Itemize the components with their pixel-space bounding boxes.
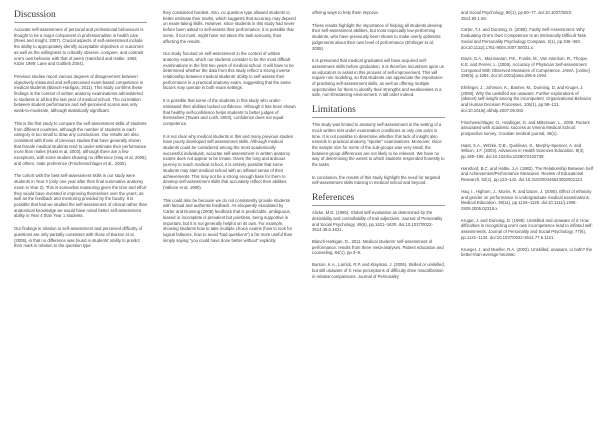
column-1 — [14, 10, 147, 418]
body-paragraph: Our findings in relation to self-assessment and perceived difficulty of questions are only partially consistent with those of Burson et al. (2006), in that no difference was found in students’ ability to predict their mark in relation to the question type — [14, 226, 143, 249]
body-paragraph: It is not clear why medical students in this and many previous studies have poorly developed self-assessment skills. Although medical students could be considered among the most academically successful individuals, accurate self-assessment in written anatomy exams does not appear to be innate. Given the long and arduous journey to reach medical school, it is entirely possible that some students may start medical school with an inflated sense of their achievements. This may not be a strong enough base for them to develop self-assessment skills that accurately reflect their abilities (Vallone et al, 1990). — [163, 133, 293, 190]
reference-entry: Kruger, J. and Dunning, D. (1999). Unskilled and unaware of it: How difficulties in recognizing one’s own incompetence lead to inflated self-assessments. Journal of Personality and Social Psychology, 77(6), pp.1121–1134. doi:10.1037/0022-3514.77.6.1121. — [461, 217, 593, 240]
reference-entry: Frischenschlager, O., Haidinger, G. and Mitterauer, L., 2005. Factors associated with academic success at Vienna Medical School: prospective survey. Croatian medical journal, 46(1). — [461, 119, 590, 136]
reference-entry: Haq, I., Higham, J., Morris, R. and Dacre, J. (2005). Effect of ethnicity and gender on performance in undergraduate medical examinations. Medical Education, 39(11), pp.1126–1128. doi:10.1111/j.1365-2929.2005.02319.x. — [461, 188, 592, 211]
reference-entry: Alicke, M.D. (1985). Global self-evaluation as determined by the desirability and controllability of trait adjectives. Journal of Personality and Social Psychology, 49(6), pp.1621–1630. doi:10.1037/0022-3514.49.6.1621. — [312, 210, 443, 233]
column-2 — [163, 10, 296, 418]
body-paragraph: This is the first study to compare the self-assessment skills of students from different countries, although the number of students in each category is too small to draw any conclusions. Our results are also consistent with those of previous studies that have generally shown that female medical students tend to under-estimate their performance more than males (Haist et al, 2003), although there are a few exceptions, with some studies showing no difference (Haq et al, 2005), and others, male preference (Frischenschlager et al., 2005). — [14, 120, 147, 166]
column-4 — [461, 10, 594, 418]
body-paragraph: It is presumed that medical graduates will have acquired self-assessment skills before graduation. It is therefore incumbent upon us as educators to assist in this process of self-improvement. This will require role modeling, so that students can appreciate the importance of practising self-assessment skills, as well as offering multiple opportunities for them to identify their strengths and weaknesses in a safe, non-threatening environment. A tall order indeed. — [312, 58, 444, 98]
reference-entry: Blanch-Hartigan, D., 2011. Medical students’ self-assessment of performance: results from three meta-analyses. Patient education and counseling, 84(1), pp.3–9. — [312, 238, 444, 256]
reference-entry: Davis, D.A., Mazmanian, P.E., Fordis, M., Van Harrison, R., Thorpe, K.E. and Perrier, L. (2006). Accuracy of Physician Self-assessment Compared With Observed Measures of Competence. JAMA, [online] 296(9), p.1094. doi:10.1001/jama.296.9.1094. — [461, 56, 590, 79]
reference-entry: Ehrlinger, J., Johnson, K., Banner, M., Dunning, D. and Kruger, J. (2008). Why the unskilled are unaware: Further explorations of (absent) self-insight among the incompetent. Organizational Behavior and Human Decision Processes, 105(1), pp.98–121. doi:10.1016/j.obhdp.2007.05.002. — [461, 85, 592, 113]
body-paragraph: The cohort with the best self-assessment skills in our study were students in Year 3 (only one year after their final summative anatomy exam in Year 2). This is somewhat reassuring given the time and effort they would have invested in improving themselves over the years, as well as the feedback and mentoring provided by the faculty. It is possible that had we studied the self-assessment of clinical rather than anatomical knowledge we would have noted better self-assessment ability in Year 4 than Year 1 students. — [14, 173, 147, 219]
body-paragraph: they considered hardest. Also, no question type allowed students to better estimate their marks, which suggests that accuracy may depend on exam-taking skills. However, since students in this study had never before been asked to self-assess their performance, it is possible that some, if not most, might have not taken the task seriously, thus affecting the results. — [163, 10, 296, 44]
reference-entry: Hansford, B.C. and Hattie, J.A. (1982). The Relationship Between Self and Achievement/Performance Measures. Review of Educational Research, 52(1), pp.123–142. doi:10.3102/00346543052001123. — [461, 165, 593, 183]
text-columns — [14, 10, 593, 418]
section-heading-references: References — [312, 193, 445, 206]
body-paragraph: In conclusion, the results of this study highlight the need for targeted self-assessment skills training in medical school and beyond. — [312, 174, 441, 186]
body-paragraph: offering ways to help them improve. — [312, 10, 380, 15]
body-paragraph: Accurate self-assessment of personal and professional behaviours is thought to be a major component in professionalism in health care (Rees and Knight, 2007). Crucial aspects of self-assessment include the ability to appropriately identify acceptable objectives or outcomes as well as the willingness to critically observe, compare, and contrast one’s own behavior with that of peers (Hansford and Hattie, 1982; Kitzie 1989; Lane and Gottlieb 2004). — [14, 27, 144, 67]
reference-entry: Haist, S.A., Witzke, D.B., Quinlivan, S., Murphy-Spencer, A. and Wilson, J.F. (2003). Advances in Health Sciences Education, 8(3), pp.189–199. doi:10.1023/a:1026072102739. — [461, 142, 585, 160]
body-paragraph: It is possible that some of the students in this study who under-estimated their abilities lacked confidence. Although it has been shown that healthy self-confidence helps students to better judges of themselves (Tavani and Losh, 2003), confidence does not equal competence. — [163, 98, 296, 126]
reference-entry: Krueger, J. and Mueller, R.A. (2002). Unskilled, unaware, or both? the better-than-average heuristic — [461, 246, 593, 258]
column-3 — [312, 10, 445, 418]
body-paragraph: Our study focused on self-assessment in the context of written anatomy exams, which our students consider to be the most difficult examinations in the first two years of medical school. It will have to be determined whether the data from this study reflect a strong inverse relationship between medical students’ ability to self-assess their performance in a practical anatomy exam, suggesting that the same factors may operate in both exam settings. — [163, 51, 294, 91]
section-heading-discussion: Discussion — [14, 10, 147, 23]
reference-entry: Carter, T.J. and Dunning, D. (2008). Faulty Self-Assessment: Why Evaluating One’s Own Competence Is an Intrinsically Difficult Task. Social and Personality Psychology Compass, 2(1), pp.346–360. doi:10.1111/j.1751-9004.2007.00031.x. — [461, 27, 587, 50]
body-paragraph: Previous studies report various degrees of disagreement between objectively measured and self-perceived exam-based competence in medical students (Blanch-Hartigan, 2011). This study confirms these findings in the context of written anatomy examinations administered to students in all but the last year of medical school. The correlation between student performance and self-perceived scores was only weak-to-moderate, although statistically significant. — [14, 73, 144, 114]
reference-entry: and Social Psychology, 90(1), pp.60–77. doi:10.1037/0022-3514.90.1.60. — [461, 10, 573, 21]
body-paragraph: These results highlight the importance of helping all students develop their self-assessment abilities, but most especially low-performing students, who have previously been shown to make overly optimistic judgements about their own level of performance (Ehrlinger et al, 2008). — [312, 22, 443, 51]
body-paragraph: This could also be because we do not consistently provide students with factual and authentic feedback. As eloquently elucidated by Carter and Dunning (2008) feedback that is predictable, ambiguous, biased or incomplete is prevalent but pointless, being supportive is important, but it is not generally helpful on its own. For example, showing students how to take multiple choice exams (how to look for logical fallacies, how to avoid “bad questions”) a far more useful than simply saying “you could have done better without” explicitly — [163, 197, 293, 243]
section-heading-limitations: Limitations — [312, 105, 445, 118]
reference-entry: Burson, K.A., Larrick, R.P. and Klayman, J. (2006). Skilled or unskilled, but still unaware of it: How perceptions of difficulty drive miscalibration in relative comparisons. Journal of Personality — [312, 262, 445, 279]
body-paragraph: This study was limited to anatomy self-assessment in the setting of a mock written test under examination conditions at only one point in time. It is not possible to determine whether this lack of insight also extends to practical anatomy “spotter” examinations. Moreover, since the sample size for some of the sub-groups was very small, the between-group differences are not likely to be relevant. We have no way of determining the extent to which students responded honestly to the tasks. — [312, 122, 445, 168]
